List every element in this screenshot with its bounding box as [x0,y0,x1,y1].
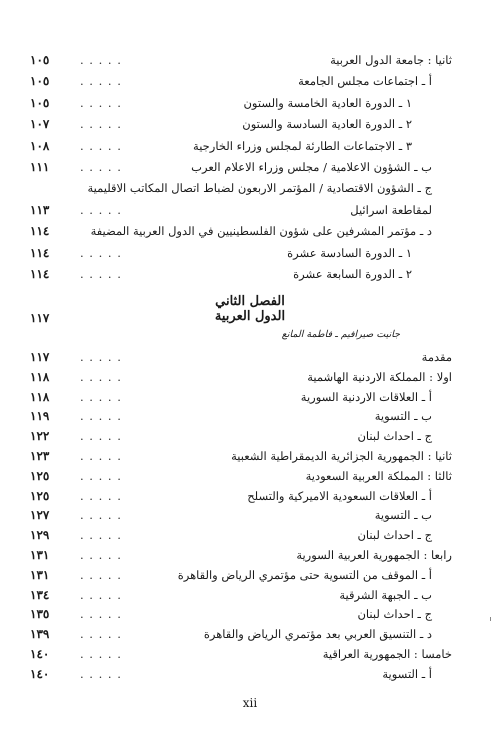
toc-entry-title: ثانيا : الجمهورية الجزائرية الديمقراطية الشعبية [231,449,452,463]
toc-entry [0,624,500,644]
toc-entry-page: ١١٤ [30,224,50,239]
dot-leader: . . . . . [80,369,122,384]
toc-entry-page: ١٢٥ [30,468,50,483]
chapter-title-row [0,308,500,328]
dot-leader: . . . . . [80,409,122,424]
dot-leader: . . . . . [80,350,122,364]
toc-entry [0,243,500,263]
dot-leader: . . . . . [80,508,122,523]
dot-leader: . . . . . [80,74,122,89]
toc-entry-page: ١٣١ [30,567,50,582]
toc-entry [0,178,500,198]
toc-entry-title: أ ـ العلاقات السعودية الاميركية والتسلح [247,488,432,503]
toc-entry-page: ١٢٥ [30,488,50,503]
toc-entry-title: ثالثا : المملكة العربية السعودية [305,468,452,483]
dot-leader: . . . . . [80,138,122,153]
toc-entry [0,93,500,113]
dot-leader: . . . . . [80,627,122,642]
dot-leader: . . . . . [80,607,122,622]
toc-entry-title: ب ـ الجبهة الشرقية [339,587,432,602]
toc-entry [0,136,500,156]
dot-leader: . . . . . [80,117,122,132]
toc-entry-page: ١٠٧ [30,117,50,132]
dot-leader: . . . . . [80,666,122,681]
dot-leader: . . . . . [80,567,122,582]
toc-entry-title: ٢ ـ الدورة العادية السادسة والستون [242,117,412,132]
toc-entry [0,114,500,134]
toc-entry [0,367,500,387]
toc-entry [0,466,500,486]
toc-entry-title: ج ـ احداث لبنان [357,528,432,543]
page-folio: xii [242,696,258,710]
toc-entry [0,486,500,506]
toc-entry [0,525,500,545]
toc-entry-page: ١١٩ [30,409,50,424]
toc-entry-title: رابعا : الجمهورية العربية السورية [296,548,452,562]
toc-entry-title: أ ـ العلاقات الاردنية السورية [300,389,432,404]
toc-entry [0,387,500,407]
toc-entry [0,200,500,220]
toc-entry-page: ١١١ [30,160,50,174]
dot-leader: . . . . . [80,429,122,444]
toc-entry [0,50,500,70]
toc-entry [0,71,500,91]
toc-entry-page: ١٢٧ [30,508,50,523]
toc-entry [0,644,500,664]
toc-entry-title: ٣ ـ الاجتماعات الطارئة لمجلس وزراء الخارجية [193,138,412,153]
toc-entry-page: ١٤٠ [30,666,50,681]
toc-entry-title: لمقاطعة اسرائيل [350,202,432,217]
chapter-authors: جانيت صيرافيم ـ فاطمة المانع [281,329,400,340]
toc-entry-page: ١١٤ [30,245,50,260]
toc-entry-page: ١١٤ [30,267,50,281]
toc-entry-title: أ ـ التسوية [382,666,432,681]
toc-entry-page: ١٤٠ [30,647,50,661]
toc-entry-page: ١٣٩ [30,627,50,642]
dot-leader: . . . . . [80,449,122,463]
toc-entry-page: ١٢٢ [30,429,50,444]
toc-entry [0,426,500,446]
toc-entry-title: أ ـ الموقف من التسوية حتى مؤتمري الرياض والقاهرة [177,567,432,582]
toc-entry-title: اولا : المملكة الاردنية الهاشمية [307,369,452,384]
dot-leader: . . . . . [80,488,122,503]
toc-entry-page: ١٢٣ [30,449,50,463]
toc-entry-page: ١٠٨ [30,138,50,153]
toc-entry-title: ثانيا : جامعة الدول العربية [330,53,452,67]
toc-entry-title: ب ـ التسوية [374,409,432,424]
toc-entry-title: ١ ـ الدورة العادية الخامسة والستون [243,95,412,110]
dot-leader: . . . . . [80,647,122,661]
toc-entry-page: ١١٨ [30,389,50,404]
chapter-page-number: ١١٧ [30,311,50,325]
dot-leader: . . . . . [80,468,122,483]
dot-leader: . . . . . [80,528,122,543]
toc-entry-page: ١٠٥ [30,95,50,110]
toc-entry [0,221,500,241]
toc-entry [0,565,500,585]
toc-entry-page: ١١٧ [30,350,50,364]
dot-leader: . . . . . [80,587,122,602]
toc-entry [0,157,500,177]
chapter-label: الفصل الثاني [215,294,285,309]
dot-leader: . . . . . [80,160,122,174]
toc-entry-page: ١٠٥ [30,74,50,89]
chapter-title: الدول العربية [214,309,286,324]
dot-leader: . . . . . [80,53,122,67]
toc-entry-page: ١٣٥ [30,607,50,622]
toc-entry [0,585,500,605]
dot-leader: . . . . . [80,267,122,281]
toc-entry-title: ١ ـ الدورة السادسة عشرة [287,245,412,260]
toc-entry-title: ج ـ الشؤون الاقتصادية / المؤتمر الاربعون لضباط اتصال المكاتب الاقليمية [87,181,432,196]
dot-leader: . . . . . [80,245,122,260]
toc-entry-title: ج ـ احداث لبنان [357,607,432,622]
toc-entry-title: ٢ ـ الدورة السابعة عشرة [293,267,412,281]
toc-entry [0,664,500,684]
dot-leader: . . . . . [80,389,122,404]
dot-leader: . . . . . [80,95,122,110]
toc-entry [0,545,500,565]
toc-entry-title: خامسا : الجمهورية العراقية [322,647,452,661]
toc-entry-title: د ـ التنسيق العربي بعد مؤتمري الرياض والقاهرة [203,627,432,642]
margin-mark [490,617,491,621]
dot-leader: . . . . . [80,202,122,217]
toc-entry-page: ١٣٤ [30,587,50,602]
toc-entry [0,505,500,525]
toc-entry [0,406,500,426]
toc-entry [0,347,500,367]
toc-entry-title: د ـ مؤتمر المشرفين على شؤون الفلسطينيين في الدول العربية المضيفة [90,224,432,239]
toc-entry-title: أ ـ اجتماعات مجلس الجامعة [298,74,432,89]
toc-entry [0,604,500,624]
toc-entry-title: مقدمة [421,350,452,364]
toc-entry-page: ١٠٥ [30,53,50,67]
toc-entry [0,446,500,466]
toc-entry-title: ب ـ الشؤون الاعلامية / مجلس وزراء الاعلام العرب [191,160,432,174]
toc-entry-page: ١٢٩ [30,528,50,543]
dot-leader: . . . . . [80,548,122,562]
toc-entry [0,264,500,284]
toc-entry-page: ١١٨ [30,369,50,384]
toc-entry-title: ب ـ التسوية [374,508,432,523]
toc-entry-page: ١٣١ [30,548,50,562]
toc-entry-page: ١١٣ [30,202,50,217]
toc-entry-title: ج ـ احداث لبنان [357,429,432,444]
